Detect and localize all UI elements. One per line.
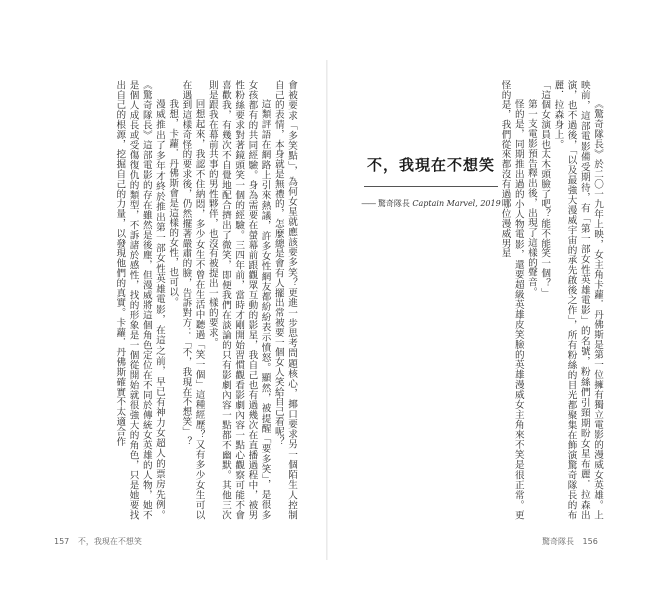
epigraph-film: 驚奇隊長 [377,199,410,208]
paragraph: 這類評語在網路上引來熱議，許多女性網友都紛紛表示憤怒。顯然，被提醒「要多笑」，是很多女孩都有的共同經驗。身為需要在螢幕前跟觀眾互動的影星，我自己也有過幾次在直播過程中，被男性粉絲要求對著鏡頭笑一個的經驗。三四年前，當時才剛開始習慣觀看影劇內容一點心觀察可能不會喜歡我，有幾次不自覺地配合擠出了微笑，即便我們在談論的只有影劇內容一點都不幽默。其他三次則是跟我在幕前共事的男性夥伴，也沒有被提出一樣的要求。 [206,80,271,520]
running-head: 驚奇隊長 [542,537,574,546]
left-page-body [58,80,298,520]
right-page [328,0,655,609]
paragraph: 怪的是，同期推出過的小人物電影，還要超級英雄皮笑臉的英雄漫威女主角來不笑是很正常。更怪的是，我們從來都沒有過哪位漫威男星 [499,80,524,520]
epigraph-dash: —— [361,199,376,208]
paragraph: 漫威推出了多年才終於推出第一部女性英雄電影，在這之前，早已有神力女超人的票房先例。《驚奇隊長》這部電影的存在雖然是後塵，但漫威將這個角色定位在不同於傳統女英雄的人物，她不是個人成長或受傷復仇的類型，不訴諸於感性，找的形象是一個從開始就很強大的角色，只是她要找出自己的根源，挖掘自己的力量，以發現他們的真實。卡蘿．丹佛斯確實不太適合作 [114,80,165,520]
paragraph: 我想，卡蘿．丹佛斯會是這樣的女性，也可以。 [167,99,179,308]
epigraph-source: Captain Marvel, 2019 [412,199,501,208]
paragraph: 第一支電影預告釋出後，出現了這樣的聲音。 [525,99,537,298]
chapter-title: 不，我現在不想笑 [366,156,495,174]
running-head: 不，我現在不想笑 [77,537,142,546]
right-page-body [420,80,604,520]
left-page [0,0,327,609]
paragraph: 會被要求「多笑點」，為何女星就應該要多笑？更進一步思考問題核心，揶口要求另一個陌生人控制自己的表情，本身就是無禮的，怎麼總是會有人擺出常被要一個女人笑給自己看呢？ [272,80,297,520]
page-number: 156 [582,537,598,546]
paragraph: 回想起來，我認不住納悶，多少女生不曾在生活中聽過「笑一個」這種經歷？又有多少女生可以在遇到這樣奇怪的要求後，仍然擺著嚴肅的臉，告訴對方：「不，我現在不想笑」？ [180,80,205,520]
paragraph: 《驚奇隊長》於二〇一九年上映，女主角卡蘿．丹佛斯是第一位擁有獨立電影的漫威女英雄。上映前，這部電影備受期待，有「第一部女性英雄電影」的名號，粉絲們引頸期盼女星布麗．拉森出演，也不過後，「以及最強大漫威宇宙的承先啟後之作」，所有粉絲的目光都聚集在飾演驚奇隊長的布麗．拉森身上。 [552,80,603,520]
paragraph: 「這個女演員也太木頭臉了吧？能不能笑一個？」 [539,80,551,298]
left-page-footer [48,536,142,547]
right-page-footer [542,536,604,547]
page-number: 157 [54,537,70,546]
